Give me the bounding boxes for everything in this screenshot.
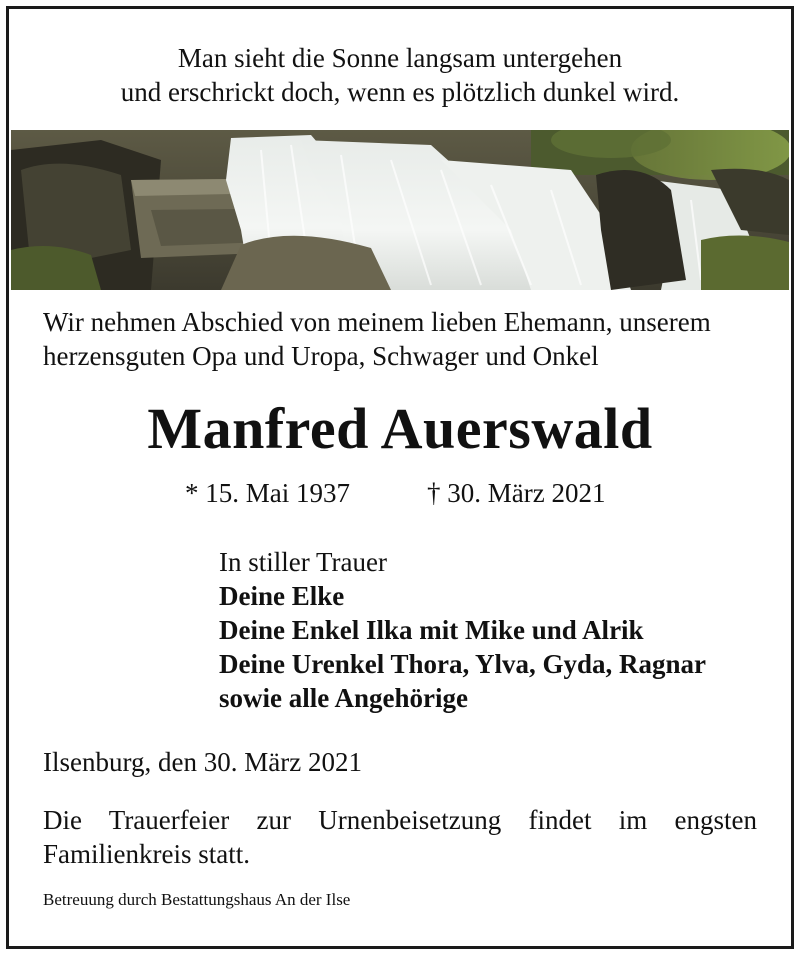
- mourner-line: Deine Elke: [219, 581, 345, 611]
- waterfall-photo: [11, 130, 789, 290]
- motto-line-1: Man sieht die Sonne langsam untergehen: [177, 43, 623, 73]
- death-date: † 30. März 2021: [427, 478, 606, 508]
- obituary-notice: [6, 6, 794, 949]
- mourners-block: [219, 545, 706, 715]
- ceremony-note: Die Trauerfeier zur Urnenbeisetzung findet im engsten Familienkreis statt.: [43, 805, 757, 869]
- mourner-line: Deine Enkel Ilka mit Mike und Alrik: [219, 615, 644, 645]
- deceased-name: Manfred Auerswald: [147, 396, 653, 461]
- intro-line-1: Wir nehmen Abschied von meinem lieben Ehemann, unserem: [43, 307, 711, 337]
- funeral-home-credit: Betreuung durch Bestattungshaus An der Ilse: [43, 890, 351, 909]
- birth-date: * 15. Mai 1937: [185, 478, 350, 508]
- mourners-intro: In stiller Trauer: [219, 547, 387, 577]
- motto-line-2: und erschrickt doch, wenn es plötzlich dunkel wird.: [120, 77, 680, 107]
- place-and-date: Ilsenburg, den 30. März 2021: [43, 747, 362, 777]
- intro-line-2: herzensguten Opa und Uropa, Schwager und Onkel: [43, 341, 599, 371]
- motto: [9, 41, 791, 109]
- mourner-line: Deine Urenkel Thora, Ylva, Gyda, Ragnar: [219, 649, 707, 679]
- intro-text: [43, 305, 763, 373]
- mourner-line: sowie alle Angehörige: [219, 683, 468, 713]
